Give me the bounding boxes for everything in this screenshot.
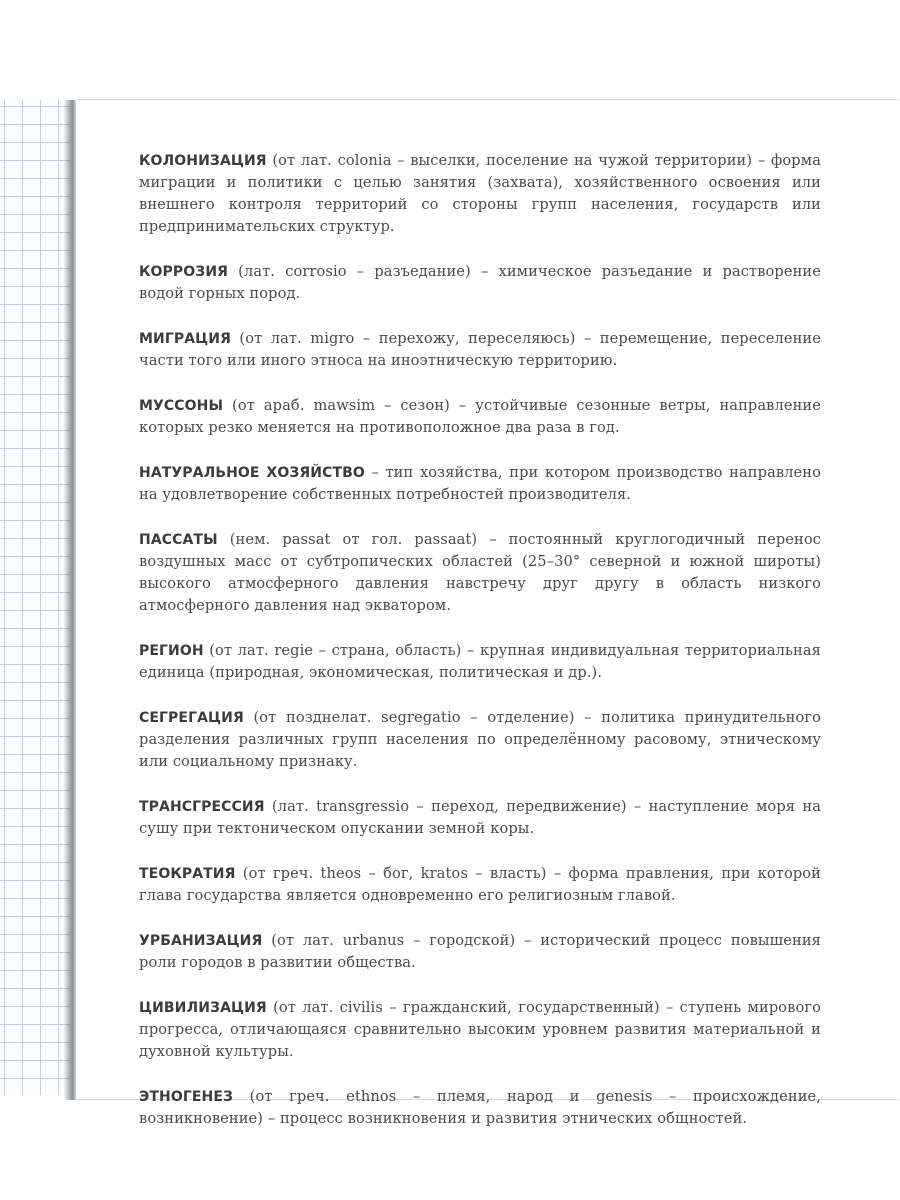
entry-term: ПАССАТЫ xyxy=(139,532,218,548)
entry-term: МУССОНЫ xyxy=(139,398,224,414)
page-edge-shadow xyxy=(64,100,76,1100)
entry-term: СЕГРЕГАЦИЯ xyxy=(139,710,244,726)
glossary-entry xyxy=(139,1086,821,1130)
entry-definition: (от греч. theos – бог, kratos – власть) – форма правления, при которой глава государства является одновременно его религиозным главой. xyxy=(139,865,821,904)
glossary-entry xyxy=(139,261,821,305)
entry-definition: – тип хозяйства, при котором производство направлено на удовлетворение собственных потребностей производителя. xyxy=(139,464,822,503)
entry-definition: (от араб. mawsim – сезон) – устойчивые сезонные ветры, направление которых резко меняется на противоположное два раза в год. xyxy=(139,397,821,436)
entry-definition: (от лат. civilis – гражданский, государственный) – ступень мирового прогресса, отличающаяся сравнительно высоким уровнем развития материальной и духовной культуры. xyxy=(139,999,821,1060)
glossary-entry xyxy=(139,707,821,773)
entry-term: УРБАНИЗАЦИЯ xyxy=(139,933,263,949)
entry-definition: (нем. passat от гол. passaat) – постоянный круглогодичный перенос воздушных масс от субтропических областей (25–30° северной и южной широты) высокого атмосферного давления навстречу друг другу в область низкого атмосферного давления над экватором. xyxy=(139,531,821,614)
entry-definition: (от лат. regie – страна, область) – крупная индивидуальная территориальная единица (природная, экономическая, политическая и др.). xyxy=(139,642,821,681)
entry-term: МИГРАЦИЯ xyxy=(139,331,231,347)
entry-definition: (от лат. urbanus – городской) – исторический процесс повышения роли городов в развитии общества. xyxy=(139,932,821,971)
entry-definition: (от позднелат. segregatio – отделение) – политика принудительного разделения различных групп населения по определённому расовому, этническому или социальному признаку. xyxy=(139,709,821,770)
entry-term: НАТУРАЛЬНОЕ ХОЗЯЙСТВО xyxy=(139,465,365,481)
glossary-entries xyxy=(139,150,821,1153)
glossary-entry xyxy=(139,395,821,439)
entry-definition: (от лат. migro – перехожу, переселяюсь) – перемещение, переселение части того или иного этноса на иноэтническую территорию. xyxy=(139,330,821,369)
glossary-entry xyxy=(139,529,821,617)
glossary-page xyxy=(76,99,898,1127)
entry-definition: (от греч. ethnos – племя, народ и genesis – происхождение, возникновение) – процесс возникновения и развития этнических общностей. xyxy=(139,1088,821,1127)
entry-term: КОРРОЗИЯ xyxy=(139,264,229,280)
glossary-entry xyxy=(139,997,821,1063)
glossary-entry xyxy=(139,796,821,840)
entry-term: КОЛОНИЗАЦИЯ xyxy=(139,153,267,169)
glossary-entry xyxy=(139,328,821,372)
grid-paper-strip xyxy=(0,100,70,1095)
glossary-entry xyxy=(139,930,821,974)
glossary-entry xyxy=(139,462,821,506)
entry-term: ТРАНСГРЕССИЯ xyxy=(139,799,265,815)
entry-term: ЭТНОГЕНЕЗ xyxy=(139,1089,234,1105)
entry-term: ЦИВИЛИЗАЦИЯ xyxy=(139,1000,267,1016)
entry-definition: (от лат. colonia – выселки, поселение на чужой территории) – форма миграции и политики с целью занятия (захвата), хозяйственного освоения или внешнего контроля территорий со стороны групп населения, государств или предпринимательских структур. xyxy=(139,152,821,235)
entry-definition: (лат. corrosio – разъедание) – химическое разъедание и растворение водой горных пород. xyxy=(139,263,821,302)
entry-term: ТЕОКРАТИЯ xyxy=(139,866,236,882)
entry-term: РЕГИОН xyxy=(139,643,204,659)
glossary-entry xyxy=(139,150,821,238)
glossary-entry xyxy=(139,640,821,684)
entry-definition: (лат. transgressio – переход, передвижение) – наступление моря на сушу при тектоническом опускании земной коры. xyxy=(139,798,821,837)
glossary-entry xyxy=(139,863,821,907)
